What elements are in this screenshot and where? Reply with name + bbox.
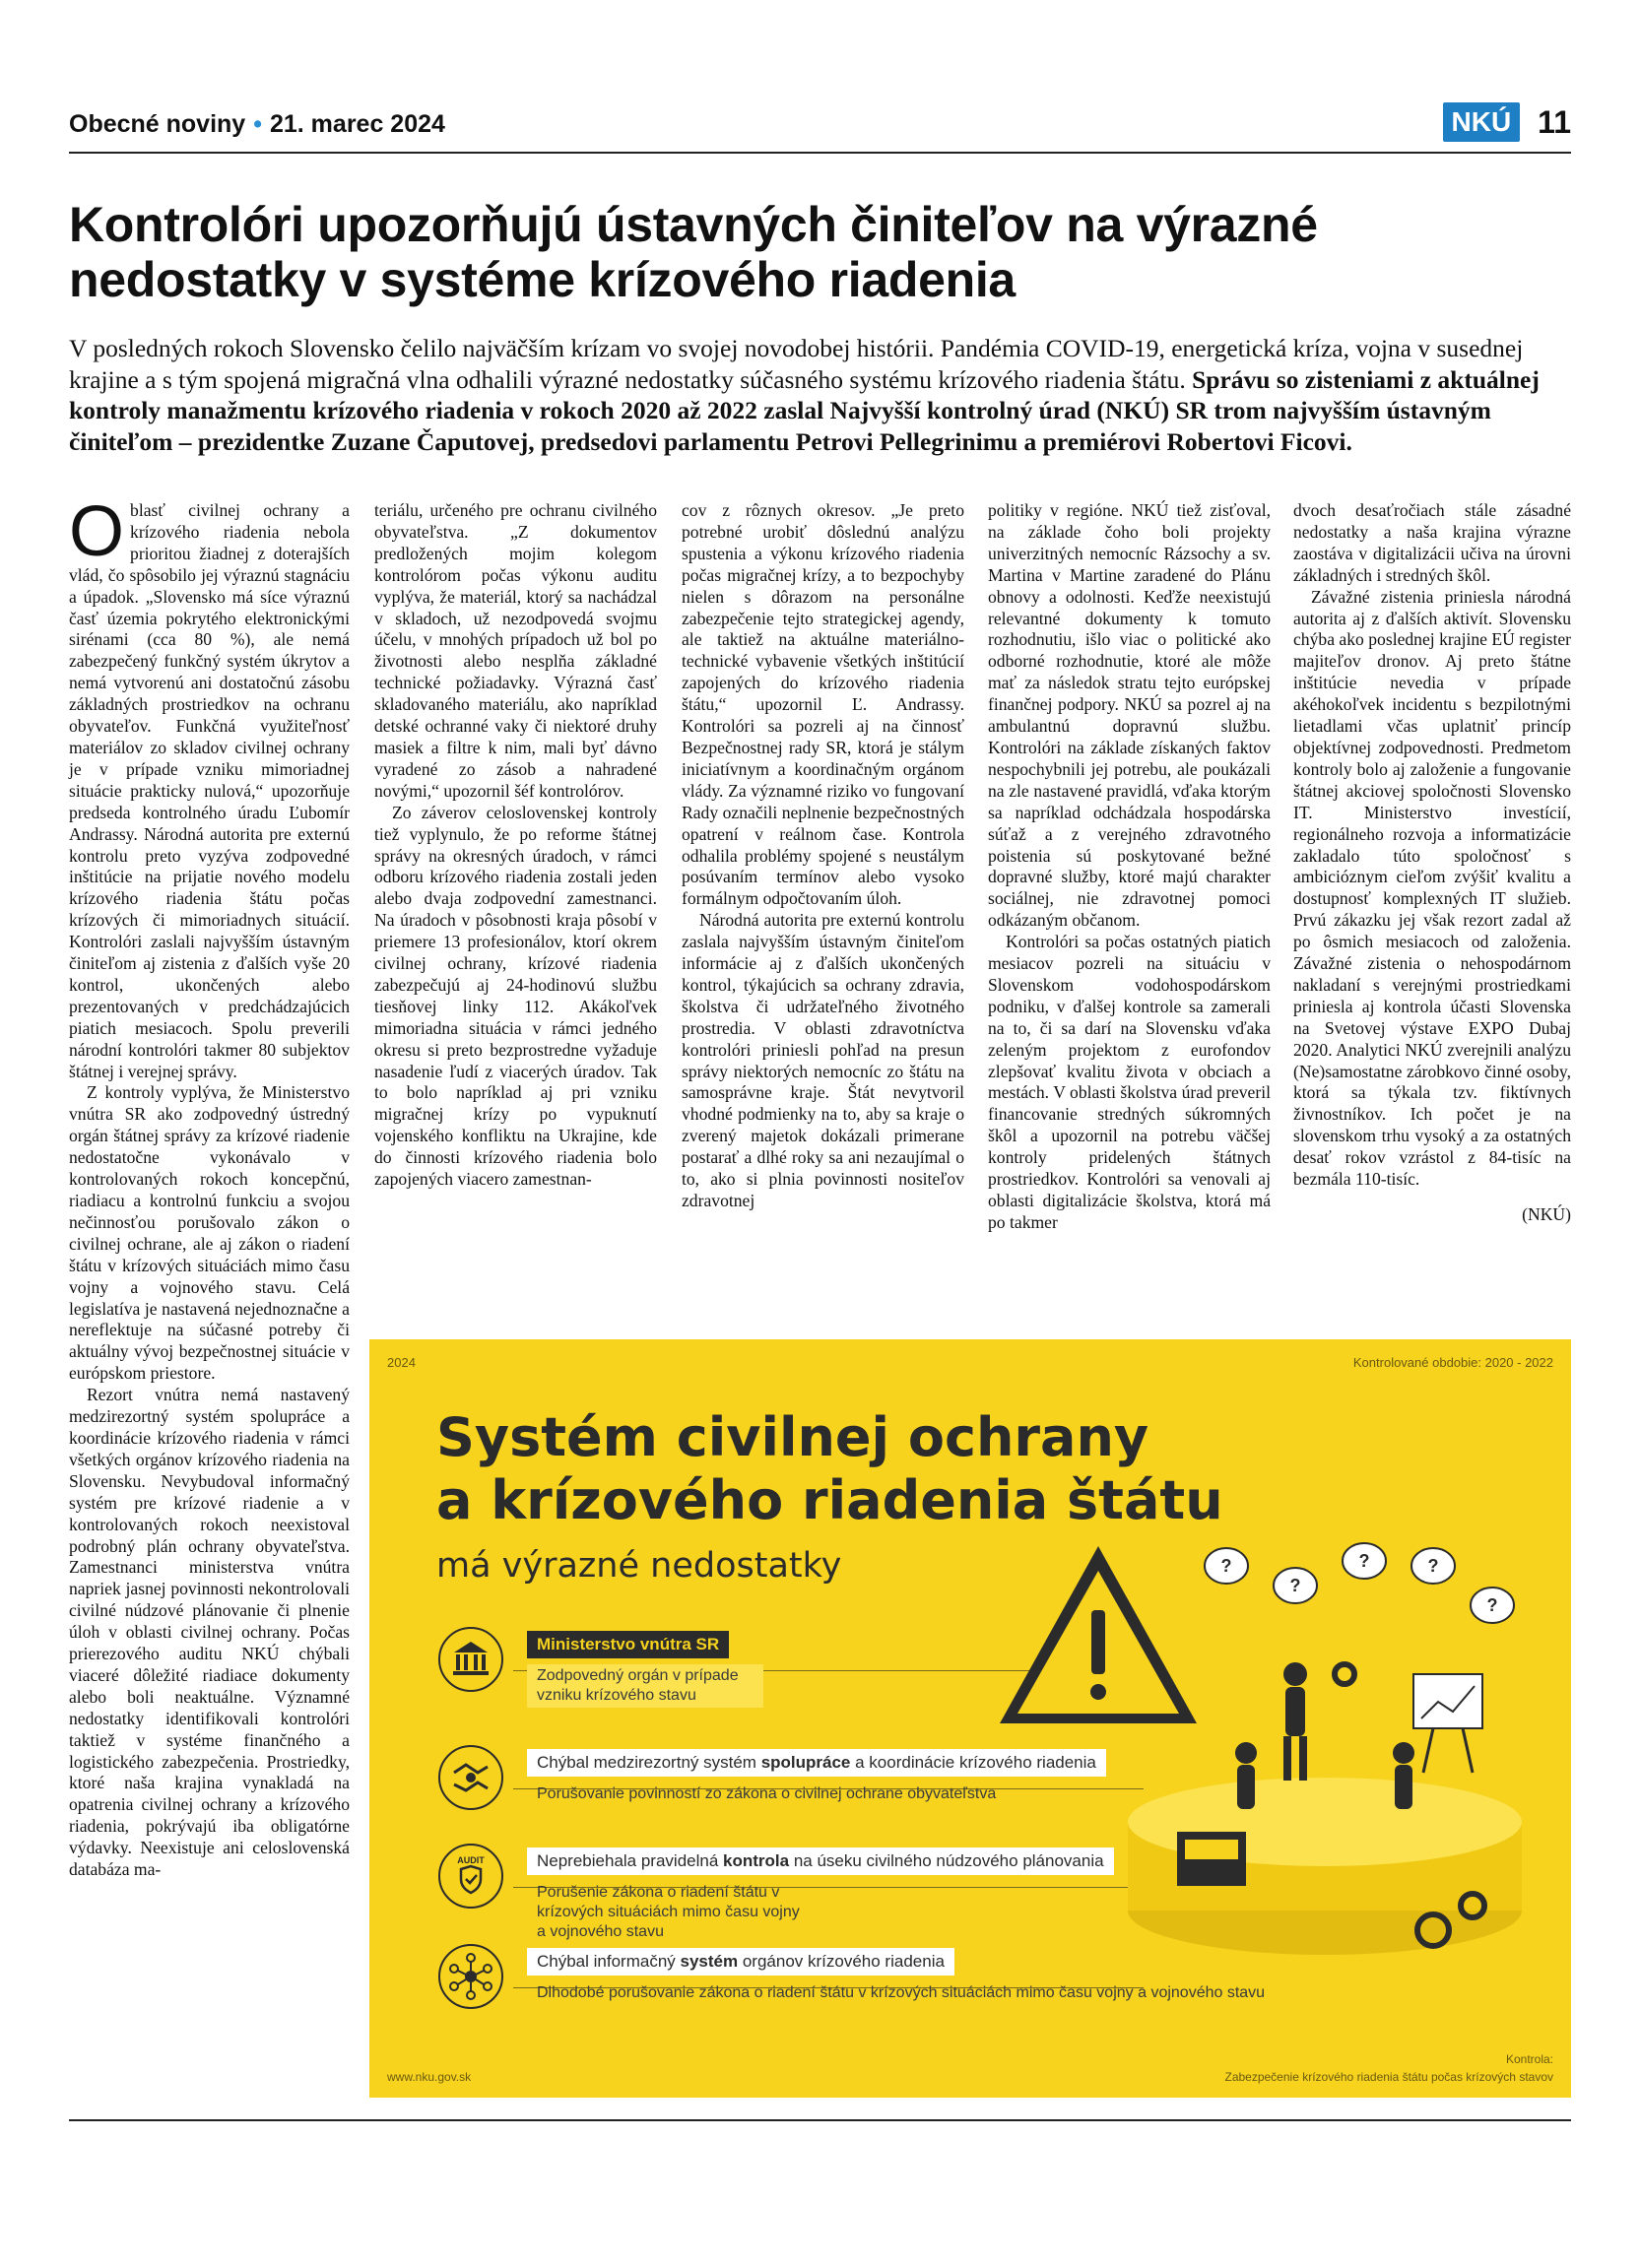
article-signature: (NKÚ) xyxy=(1522,1204,1571,1224)
page-header xyxy=(69,102,1571,152)
publication-line xyxy=(69,110,445,139)
row-description: Porušenie zákona o riadení štátu v krízových situáciách mimo času vojny a vojnového stavu xyxy=(537,1884,800,1940)
row-description: Porušovanie povinností zo zákona o civilnej ochrane obyvateľstva xyxy=(537,1785,997,1802)
row-label: Chýbal informačný systém orgánov krízového riadenia xyxy=(527,1948,954,1976)
headline-line-2: nedostatky v systéme krízového riadenia xyxy=(69,252,1016,307)
infographic-control-label: Kontrola: xyxy=(1505,2052,1553,2066)
infographic-title xyxy=(436,1406,1223,1532)
drop-cap: O xyxy=(69,492,125,571)
header-divider xyxy=(69,152,1571,154)
svg-text:?: ? xyxy=(1427,1556,1439,1576)
column-5 xyxy=(1293,500,1571,1226)
infographic-subtitle: má výrazné nedostatky xyxy=(436,1546,842,1586)
column-1 xyxy=(69,492,350,1881)
issue-date: 21. marec 2024 xyxy=(269,110,445,138)
paragraph: Kontrolóri sa počas ostatných piatich mesiacov pozreli na situáciu v Slovenskom vodohospodárskom podniku, v ďalšej kontrole sa zamerali na to, či sa darí na Slovensku vďaka zeleným projektom z eurofondov zlepšovať kvalitu života v obciach a mestách. V oblasti školstva úrad preveril financovanie stredných súkromných škôl a upozornil na potrebu väčšej kontroly pridelených štátnych prostriedkov. Kontrolóri sa venovali aj oblasti digitalizácie školstva, ktorá má po takmer xyxy=(988,932,1271,1232)
row-label: Chýbal medzirezortný systém spolupráce a koordinácie krízového riadenia xyxy=(527,1749,1106,1777)
lead-normal: V posledných rokoch Slovensko čelilo najväčším krízam vo svojej novodobej histórii. Pandémia COVID-19, energetická kríza, vojna v susednej krajine a s tým spojená migračná vlna odhalili výrazné nedostatky súčasného systému krízového riadenia štátu. xyxy=(69,334,1524,394)
chart-board-icon xyxy=(1413,1674,1482,1773)
paragraph: Rezort vnútra nemá nastavený medzirezortný systém spolupráce a koordinácie krízového riadenia v rámci všetkých orgánov krízového riadenia na Slovensku. Nevybudoval informačný systém pre krízové riadenie a v kontrolovaných rokoch neexistoval podrobný plán ochrany obyvateľstva. Zamestnanci ministerstva vnútra napriek jasnej povinnosti nekontrolovali civilné núdzové plánovanie či plnenie úloh v oblasti civilnej ochrany. Počas prierezového auditu NKÚ chýbali viaceré dôležité riadiace dokumenty alebo boli neaktuálne. Významné nedostatky identifikovali kontrolóri taktiež v systéme finančného a logistického zabezpečenia. Prostriedky, ktoré naša krajina vynakladá na opatrenia civilnej ochrany a krízového riadenia, pokrývajú iba obligatórne výdavky. Neexistuje ani celoslovenská databáza ma- xyxy=(69,1385,350,1880)
paragraph: Zo záverov celoslovenskej kontroly tiež vyplynulo, že po reforme štátnej správy na okresných úradoch, v rámci odboru krízového riadenia zostali jeden alebo dvaja zodpovední zamestnanci. Na úradoch v pôsobnosti kraja pôsobí v priemere 13 profesionálov, ktorí okrem civilnej ochrany, krízové riadenia zabezpečujú aj 24-hodinovú službu tiesňovej linky 112. Akákoľvek mimoriadna situácia v rámci jedného okresu si preto bezprostredne vyžaduje nasadenie ľudí z viacerých úradov. Tak to bolo napríklad aj pri vzniku migračnej krízy po vypuknutí vojenského konfliktu na Ukrajine, kde do činnosti krízového riadenia bolo zapojených viacero zamestnan- xyxy=(374,802,657,1190)
svg-text:?: ? xyxy=(1358,1551,1370,1571)
infographic xyxy=(369,1339,1571,2098)
warning-triangle-icon xyxy=(1000,1546,1197,1723)
infographic-title-line-1: Systém civilnej ochrany xyxy=(436,1406,1149,1468)
infographic-url: www.nku.gov.sk xyxy=(387,2070,472,2084)
column-2 xyxy=(374,500,657,1191)
paragraph: Národná autorita pre externú kontrolu zaslala najvyšším ústavným činiteľom informácie aj z ďalších ukončených kontrol, týkajúcich sa ochrany zdravia, školstva či udržateľného životného prostredia. V oblasti zdravotníctva kontrolóri priniesli pohľad na presun správy niektorých nemocníc zo štátu na samosprávne kraje. Štát nevytvoril vhodné podmienky na to, aby sa kraje o zverený majetok dokázali primerane postarať a dlhé roky sa ani nezaujímal o to, ako si plnia povinnosti nositeľov zdravotnej xyxy=(682,910,964,1210)
paragraph: Oblasť civilnej ochrany a krízového riadenia nebola prioritou žiadnej z doterajších vlád, čo spôsobilo jej výraznú stagnáciu a úpadok. „Slovensko má síce výraznú časť územia pokrytého elektronickými sirénami (cca 80 %), ale nemá zabezpečený funkčný systém úkrytov a nemá vytvorenú ani dostatočnú zásobu základných prostriedkov na ochranu obyvateľov. Funkčná využiteľnosť materiálov zo skladov civilnej ochrany je v prípade vzniku mimoriadnej situácie prakticky nulová,“ upozorňuje predseda kontrolného úradu Ľubomír Andrassy. Národná autorita pre externú kontrolu preto vyzýva zodpovedné inštitúcie na prijatie nového modelu krízového riadenia štátu počas krízových či mimoriadnych situácií. Kontrolóri zaslali najvyšším ústavným činiteľom aj zistenia z ďalších vyše 20 kontrol, ukončených alebo prezentovaných v predchádzajúcich piatich mesiacoch. Spolu preverili národní kontrolóri takmer 80 subjektov štátnej i verejnej správy. xyxy=(69,492,350,1081)
headline-line-1: Kontrolóri upozorňujú ústavných činiteľov na výrazné xyxy=(69,197,1318,252)
svg-text:?: ? xyxy=(1220,1556,1232,1576)
page-number: 11 xyxy=(1538,103,1571,140)
row-description: Dlhodobé porušovanie zákona o riadení štátu v krízových situáciách mimo času vojny a vojnového stavu xyxy=(537,1984,1266,2001)
article-headline xyxy=(69,197,1571,307)
infographic-title-line-2: a krízového riadenia štátu xyxy=(436,1469,1223,1531)
ministry-building-icon xyxy=(436,1625,505,1694)
bottom-divider xyxy=(69,2119,1571,2121)
paragraph: dvoch desaťročiach stále zásadné nedostatky a naša krajina výrazne zaostáva v digitalizácii učiva na úrovni základných i stredných škôl. xyxy=(1293,500,1571,585)
article-lead xyxy=(69,333,1571,457)
paragraph: cov z rôznych okresov. „Je preto potrebné urobiť dôslednú analýzu spustenia a výkonu krízového riadenia počas migračnej krízy, a to bezpochyby nielen s dôrazom na personálne zabezpečenie tejto strategickej agendy, ale taktiež na aktuálne materiálno-technické vybavenie všetkých inštitúcií zapojených do krízového riadenia štátu,“ upozornil Ľ. Andrassy. Kontrolóri sa pozreli aj na činnosť Bezpečnostnej rady SR, ktorá je stálym iniciatívnym a koordinačným orgánom vlády. Za významné riziko vo fungovaní Rady označili neplnenie bezpečnostných opatrení v reálnom čase. Kontrola odhalila problémy spojené s neustálym posúvaním termínov alebo vysoko formálnym odpočtovaním úloh. xyxy=(682,500,964,909)
publication-name: Obecné noviny xyxy=(69,110,246,138)
nku-logo: NKÚ xyxy=(1443,102,1521,142)
svg-text:?: ? xyxy=(1486,1595,1498,1615)
lead-bold: Správu so zisteniami z aktuálnej kontroly manažmentu krízového riadenia v rokoch 2020 až 2022 zaslal Najvyšší kontrolný úrad (NKÚ) SR trom najvyšším ústavným činiteľom – prezidentke Zuzane Čaputovej, predsedovi parlamentu Petrovi Pellegrinimu a premiérovi Robertovi Ficovi. xyxy=(69,364,1540,456)
row-description: Zodpovedný orgán v prípade vzniku krízového stavu xyxy=(527,1664,763,1708)
infographic-control-name: Zabezpečenie krízového riadenia štátu počas krízových stavov xyxy=(1224,2070,1553,2084)
network-system-icon xyxy=(436,1942,505,2011)
infographic-period: Kontrolované obdobie: 2020 - 2022 xyxy=(1352,1355,1553,1370)
paragraph: Závažné zistenia priniesla národná autorita aj z ďalších aktivít. Slovensku chýba ako poslednej krajine EÚ register majiteľov dronov. Aj preto štátne inštitúcie nevedia v prípade akéhokoľvek incidentu s bezpilotnými lietadlami včas uplatniť princíp objektívnej zodpovednosti. Predmetom kontroly bolo aj založenie a fungovanie štátnej akciovej spoločnosti Slovensko IT. Ministerstvo investícií, regionálneho rozvoja a informatizácie zakladalo túto spoločnosť s ambicióznym cieľom zvýšiť kvalitu a dostupnosť komplexných IT služieb. Prvú zákazku jej však rezort zadal až po ôsmich mesiacoch od založenia. Závažné zistenia o nehospodárnom nakladaní s verejnými prostriedkami priniesla aj kontrola účasti Slovenska na Svetovej výstave EXPO Dubaj 2020. Analytici NKÚ zverejnili analýzu (Ne)samostatne zárobkovo činné osoby, ktorá sa týkala tzv. fiktívnych živnostníkov. Ich počet je na slovenskom trhu vysoký a za ostatných desať rokov vzrástol z 84-tisíc na bezmála 110-tisíc. xyxy=(1293,586,1571,1190)
audit-shield-icon xyxy=(436,1842,505,1911)
paragraph: Z kontroly vyplýva, že Ministerstvo vnútra SR ako zodpovedný ústredný orgán štátnej správy za krízové riadenie nedostatočne vykonávalo v kontrolovaných rokoch koncepčnú, riadiacu a kontrolnú funkciu a svojou nečinnosťou porušovalo zákon o civilnej ochrane, ale aj zákon o riadení štátu v krízových situáciách mimo času vojny a vojnového stavu. Celá legislatíva je nastavená nejednoznačne a nereflektuje na súčasné potreby či aktuálny vývoj bezpečnostnej situácie v európskom priestore. xyxy=(69,1082,350,1384)
separator-dot: • xyxy=(253,110,262,138)
illustration-scene xyxy=(1000,1526,1551,1989)
cooperation-hands-icon xyxy=(436,1743,505,1812)
header-right xyxy=(1443,102,1572,142)
svg-text:?: ? xyxy=(1289,1576,1301,1595)
row-label: Neprebiehala pravidelná kontrola na úseku civilného núdzového plánovania xyxy=(527,1847,1114,1875)
infographic-year: 2024 xyxy=(387,1355,416,1370)
column-4 xyxy=(988,500,1271,1234)
paragraph: teriálu, určeného pre ochranu civilného obyvateľstva. „Z dokumentov predložených mojim kolegom kontrolórom počas výkonu auditu vyplýva, že materiál, ktorý sa nachádzal v skladoch, už nezodpovedá svojmu účelu, v mnohých prípadoch už bol po životnosti alebo nesplňa základné technické požiadavky. Výrazná časť skladovaného materiálu, ako napríklad detské ochranné vaky či niektoré druhy masiek a filtre k nim, mali byť dávno vyradené zo zásob a nahradené novými,“ upozornil šéf kontrolórov. xyxy=(374,500,657,801)
row-label: Ministerstvo vnútra SR xyxy=(527,1631,729,1658)
column-3 xyxy=(682,500,964,1212)
svg-text:AUDIT: AUDIT xyxy=(457,1855,485,1865)
paragraph: politiky v regióne. NKÚ tiež zisťoval, na základe čoho boli projekty univerzitných nemocníc Rázsochy a sv. Martina v Martine zaradené do Plánu obnovy a odolnosti. Keďže neexistujú relevantné dokumenty k tomuto rozhodnutiu, išlo viac o politické ako odborné rozhodnutie, ktoré ale môže mať za následok stratu tejto európskej finančnej podpory. NKÚ sa pozrel aj na ambulantnú dopravnú službu. Kontrolóri na základe získaných faktov nespochybnili jej potrebu, ale poukázali na zle nastavené pravidlá, vďaka ktorým sa napríklad odchádzala hospodárska súťaž a z verejného zdravotného poistenia sú poskytované bežné dopravné služby, ktoré majú charakter sociálnej, nie zdravotnej pomoci odkázaným občanom. xyxy=(988,500,1271,931)
